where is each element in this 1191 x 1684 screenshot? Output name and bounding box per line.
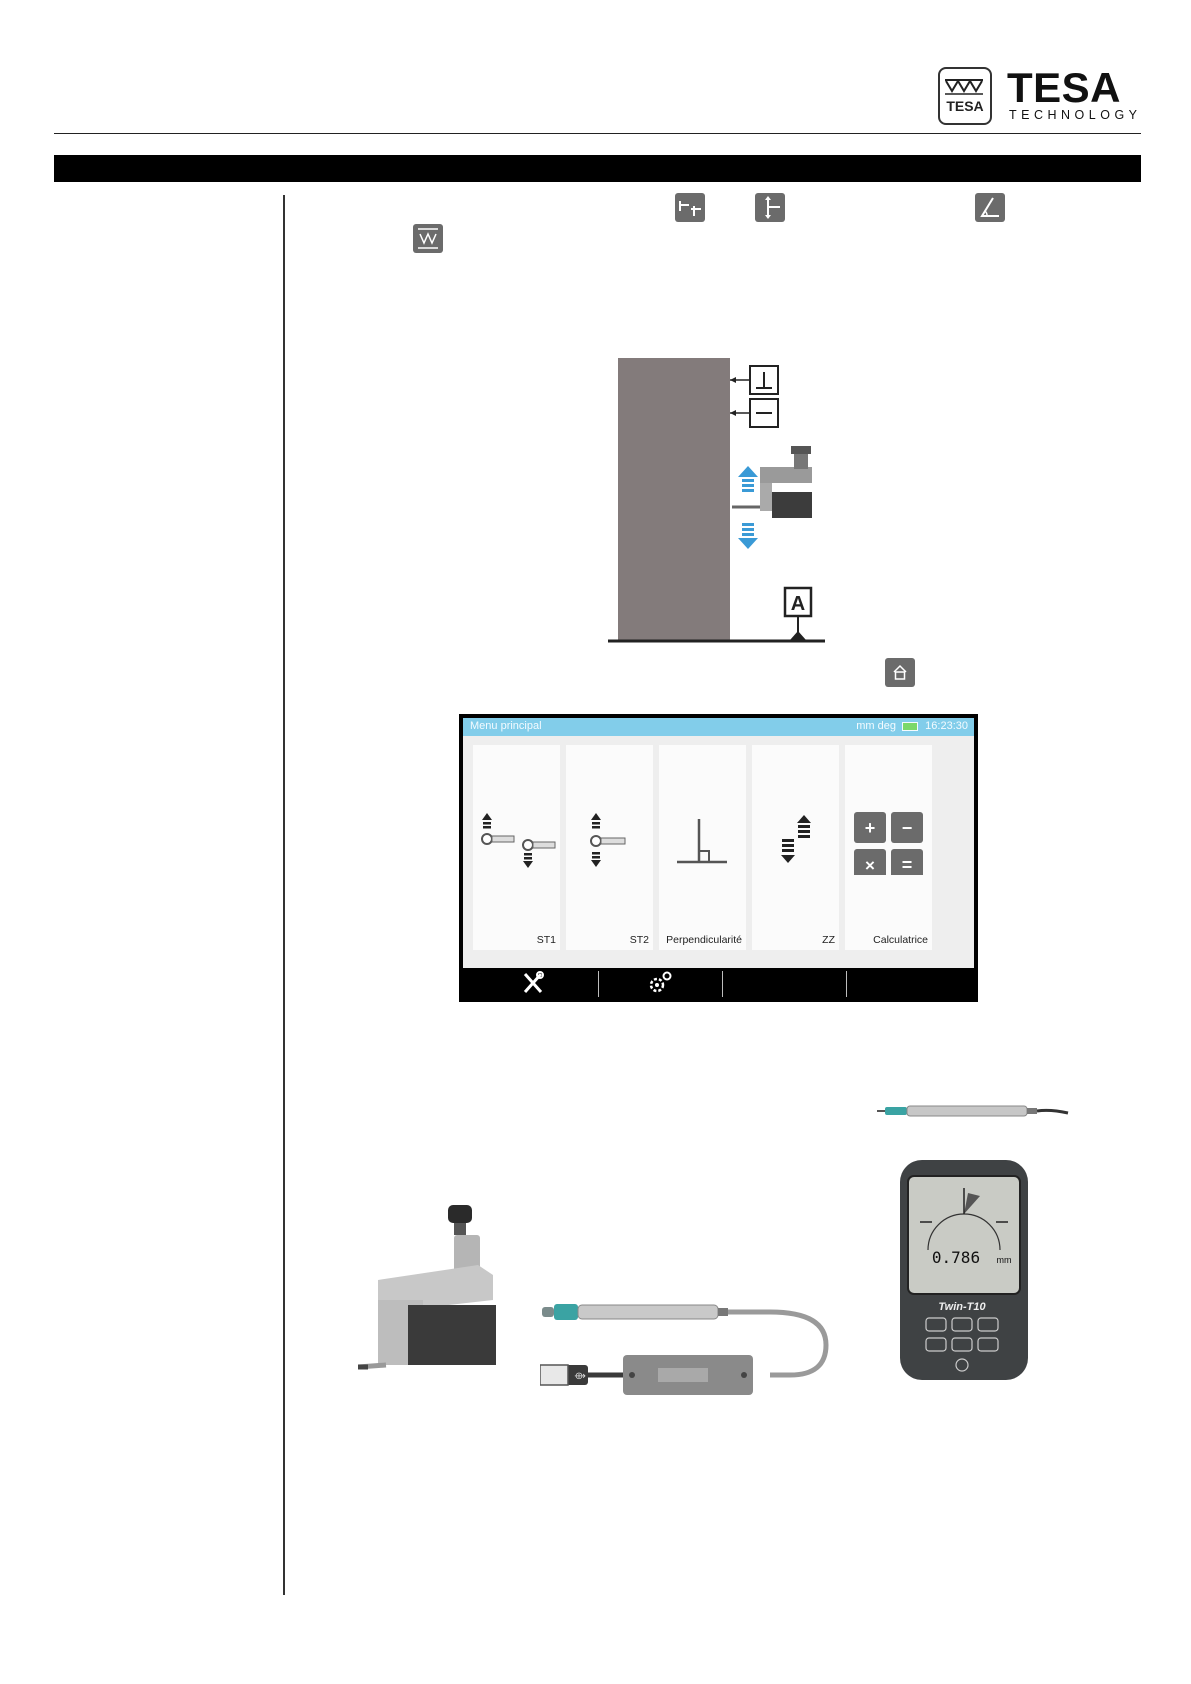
tesa-logo-mark [938,67,992,125]
calc-key-times: × [865,856,875,875]
calc-key-equals: = [901,855,913,875]
screen-header [463,718,974,736]
probe-photo [875,1100,1070,1122]
tile-label: ZZ [822,934,835,946]
probe-holder [760,467,812,483]
section-band [54,155,1141,182]
perpendicularity-icon [659,805,746,875]
logo-subtitle: TECHNOLOGY [1009,108,1142,122]
tools-button[interactable] [473,970,593,996]
tile-calculator[interactable] [845,745,932,950]
st1-mode-icon [675,193,705,222]
clock-label: 16:23:30 [925,720,968,732]
up-arrow-icon [738,466,758,477]
tile-label: ST1 [536,934,556,946]
datum-label: A [790,593,806,615]
svg-text:TESA: TESA [946,98,984,114]
screen-footer [463,968,974,998]
handheld-display-photo [898,1158,1033,1383]
tile-zz[interactable] [752,745,839,950]
home-icon [885,658,915,687]
down-arrow-icon [738,538,758,549]
svg-text:⟴: ⟴ [574,1371,586,1382]
footer-separator [722,971,723,997]
measurement-diagram [600,350,840,650]
workpiece-block [618,358,730,640]
tile-st1[interactable] [473,745,560,950]
tile-label: ST2 [629,934,649,946]
probe-holder-photo [358,1205,518,1380]
calculator-icon [845,805,932,875]
device-screen [459,714,978,1002]
logo-wordmark: TESA [1007,64,1122,111]
settings-button[interactable] [601,970,721,996]
display-brand: Twin-T10 [938,1301,986,1313]
column-divider [283,195,285,1595]
tile-label: Perpendicularité [666,934,742,946]
st2-mode-icon [755,193,785,222]
display-unit: mm [996,1255,1012,1265]
display-reading: 0.786 [931,1248,981,1267]
battery-icon [902,722,918,731]
footer-separator [598,971,599,997]
calc-key-plus: + [864,818,876,838]
two-probes-icon [473,805,560,875]
tile-label: Calculatrice [873,934,928,946]
usb-plug [540,1365,568,1385]
tile-st2[interactable] [566,745,653,950]
screen-title: Menu principal [470,720,542,732]
angle-mode-icon [975,193,1005,222]
header-rule [54,133,1141,134]
zigzag-arrows-icon [752,805,839,875]
zz-mode-icon [413,224,443,253]
calc-key-minus: − [901,818,913,838]
tools-icon [473,970,593,996]
tile-perpendicularity[interactable] [659,745,746,950]
menu-grid [463,736,974,970]
usb-interface-photo [540,1295,840,1395]
footer-separator [846,971,847,997]
units-label: mm deg [856,720,896,732]
probe-icon [566,805,653,875]
gear-icon [601,970,721,996]
